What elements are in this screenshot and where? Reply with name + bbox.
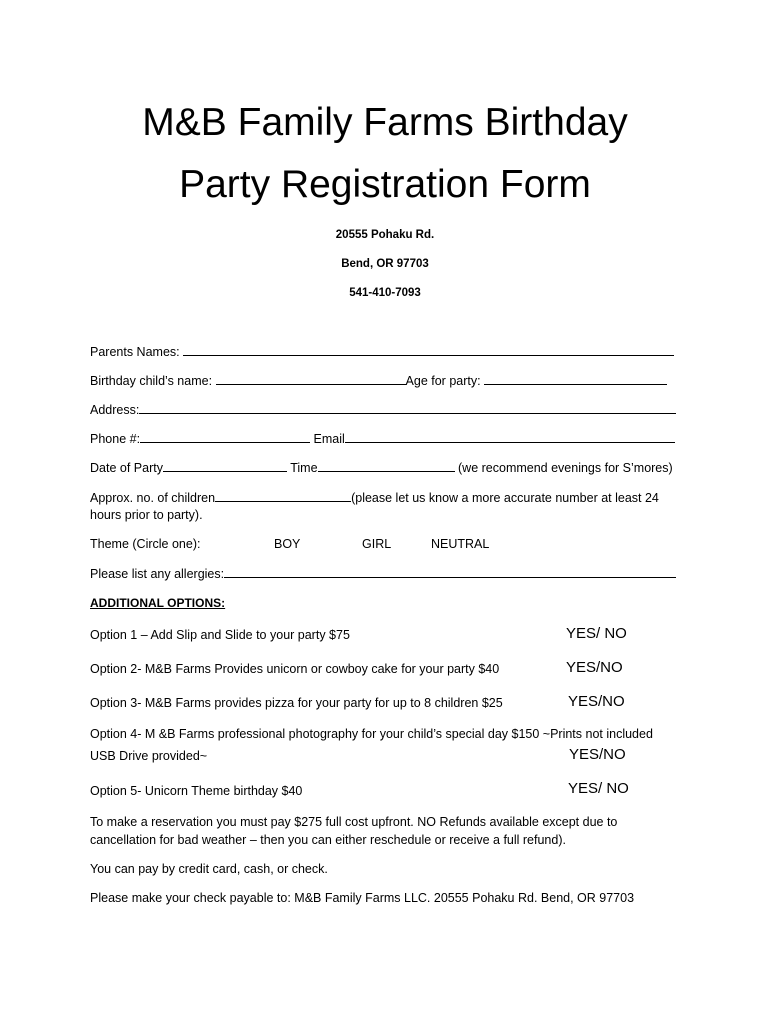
address-label: Address: xyxy=(90,403,140,417)
option-4-yes-no[interactable]: YES/NO xyxy=(569,746,626,763)
num-children-note: (please let us know a more accurate number at least 24 xyxy=(351,491,659,505)
option-4-label-line2: USB Drive provided~ xyxy=(90,749,208,763)
allergies-label: Please list any allergies: xyxy=(90,567,225,581)
allergies-row xyxy=(90,566,676,581)
theme-option-girl[interactable]: GIRL xyxy=(362,537,392,551)
parents-names-row xyxy=(90,344,674,359)
num-children-note-line2: hours prior to party). xyxy=(90,508,203,522)
parents-names-field[interactable] xyxy=(183,344,674,356)
address-street: 20555 Pohaku Rd. xyxy=(335,229,435,241)
phone-email-row xyxy=(90,431,675,446)
age-for-party-label: Age for party: xyxy=(405,374,481,388)
date-time-row xyxy=(90,460,673,475)
option-1-yes-no[interactable]: YES/ NO xyxy=(566,625,627,642)
option-4-label: Option 4- M &B Farms professional photography for your child’s special day $150 ~Prints not included xyxy=(90,727,653,741)
num-children-row xyxy=(90,490,659,505)
address-row xyxy=(90,402,676,417)
email-label: Email xyxy=(313,432,345,446)
theme-option-neutral[interactable]: NEUTRAL xyxy=(431,537,490,551)
age-for-party-field[interactable] xyxy=(484,373,667,385)
form-title-line2: Party Registration Form xyxy=(179,163,591,206)
birthday-child-label: Birthday child’s name: xyxy=(90,374,213,388)
check-payable-text: Please make your check payable to: M&B Family Farms LLC. 20555 Pohaku Rd. Bend, OR 97703 xyxy=(90,891,635,905)
num-children-field[interactable] xyxy=(215,490,351,502)
theme-row xyxy=(90,537,200,551)
allergies-field[interactable] xyxy=(224,566,676,578)
address-field[interactable] xyxy=(139,402,676,414)
option-3-yes-no[interactable]: YES/NO xyxy=(568,693,625,710)
payment-text-line1: To make a reservation you must pay $275 full cost upfront. NO Refunds available except due to xyxy=(90,815,618,829)
address-phone: 541-410-7093 xyxy=(349,287,421,299)
num-children-label: Approx. no. of children xyxy=(90,491,216,505)
form-title-line1: M&B Family Farms Birthday xyxy=(142,101,628,144)
option-2-label: Option 2- M&B Farms Provides unicorn or cowboy cake for your party $40 xyxy=(90,662,500,676)
parents-names-label: Parents Names: xyxy=(90,345,180,359)
smores-note: (we recommend evenings for S’mores) xyxy=(458,461,673,475)
payment-methods-text: You can pay by credit card, cash, or check. xyxy=(90,862,328,876)
birthday-child-row xyxy=(90,373,667,388)
option-5-yes-no[interactable]: YES/ NO xyxy=(568,780,629,797)
phone-field[interactable] xyxy=(140,431,310,443)
address-city: Bend, OR 97703 xyxy=(341,258,429,270)
theme-label: Theme (Circle one): xyxy=(90,537,201,551)
option-1-label: Option 1 – Add Slip and Slide to your party $75 xyxy=(90,628,350,642)
email-field[interactable] xyxy=(345,431,675,443)
time-field[interactable] xyxy=(318,460,455,472)
option-5-label: Option 5- Unicorn Theme birthday $40 xyxy=(90,784,303,798)
theme-option-boy[interactable]: BOY xyxy=(274,537,301,551)
date-of-party-label: Date of Party xyxy=(90,461,163,475)
phone-label: Phone #: xyxy=(90,432,141,446)
date-of-party-field[interactable] xyxy=(163,460,287,472)
option-2-yes-no[interactable]: YES/NO xyxy=(566,659,623,676)
option-3-label: Option 3- M&B Farms provides pizza for your party for up to 8 children $25 xyxy=(90,696,503,710)
birthday-child-field[interactable] xyxy=(216,373,406,385)
payment-text-line2: cancellation for bad weather – then you can either reschedule or receive a full refund). xyxy=(90,833,566,847)
additional-options-heading: ADDITIONAL OPTIONS: xyxy=(90,596,226,610)
time-label: Time xyxy=(290,461,318,475)
